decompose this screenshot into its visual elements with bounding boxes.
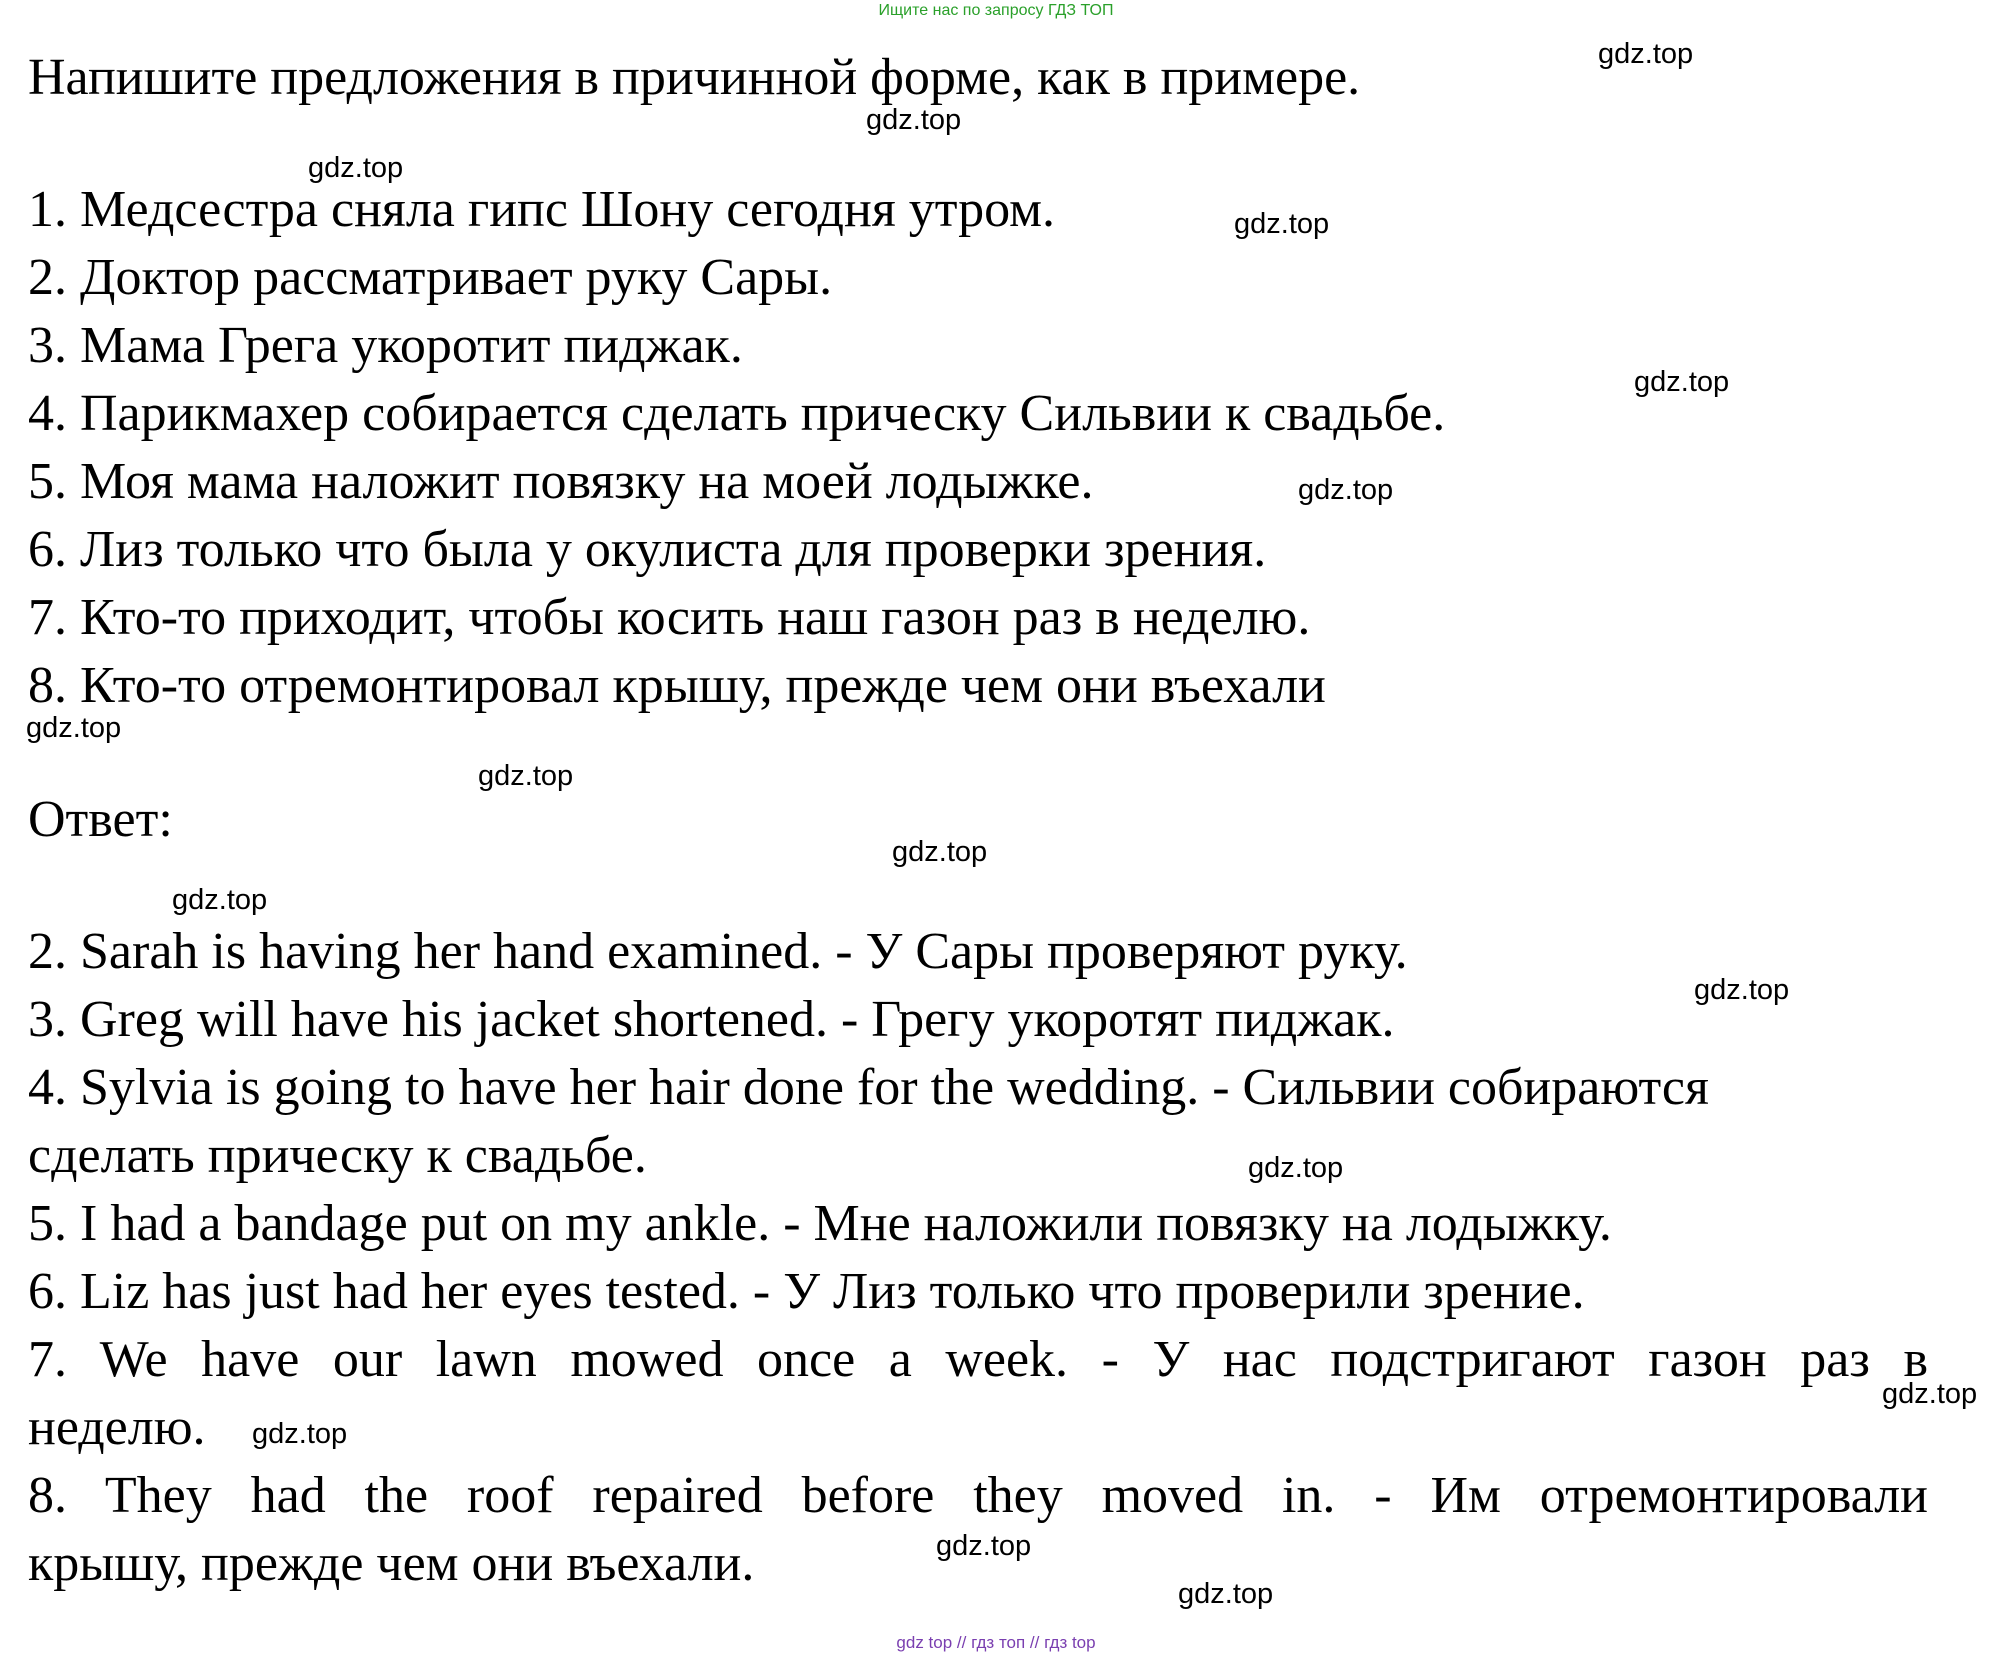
top-banner: Ищите нас по запросу ГДЗ ТОП [878, 2, 1114, 19]
answer-line: 2. Sarah is having her hand examined. - У Сары проверяют руку. [28, 923, 1408, 980]
task-item: 2. Доктор рассматривает руку Сары. [28, 249, 833, 306]
answer-line: 5. I had a bandage put on my ankle. - Мне наложили повязку на лодыжку. [28, 1195, 1612, 1252]
watermark: gdz.top [172, 884, 268, 916]
answer-line: крышу, прежде чем они въехали. [28, 1535, 755, 1592]
task-item: 3. Мама Грега укоротит пиджак. [28, 317, 743, 374]
watermark: gdz.top [1598, 38, 1694, 70]
answer-line: 6. Liz has just had her eyes tested. - У Лиз только что проверили зрение. [28, 1263, 1585, 1320]
watermark: gdz.top [892, 836, 988, 868]
watermark: gdz.top [1234, 208, 1330, 240]
watermark: gdz.top [866, 104, 962, 136]
watermark: gdz.top [1298, 474, 1394, 506]
task-item: 1. Медсестра сняла гипс Шону сегодня утром. [28, 181, 1056, 238]
answer-line: неделю. [28, 1399, 206, 1456]
task-title: Напишите предложения в причинной форме, как в примере. [28, 49, 1361, 106]
answer-line: сделать прическу к свадьбе. [28, 1127, 647, 1184]
watermark: gdz.top [252, 1418, 348, 1450]
watermark: gdz.top [936, 1530, 1032, 1562]
answer-line: 8. They had the roof repaired before they moved in. - Им отремонтировали [28, 1467, 1928, 1524]
watermark: gdz.top [1178, 1578, 1274, 1610]
answer-label: Ответ: [28, 791, 173, 848]
watermark: gdz.top [478, 760, 574, 792]
task-item: 7. Кто-то приходит, чтобы косить наш газон раз в неделю. [28, 589, 1311, 646]
watermark: gdz.top [1248, 1152, 1344, 1184]
answer-line: 4. Sylvia is going to have her hair done for the wedding. - Сильвии собираются [28, 1059, 1709, 1116]
answer-line: 7. We have our lawn mowed once a week. - У нас подстригают газон раз в [28, 1331, 1928, 1388]
task-item: 8. Кто-то отремонтировал крышу, прежде чем они въехали [28, 657, 1326, 714]
task-item: 4. Парикмахер собирается сделать прическу Сильвии к свадьбе. [28, 385, 1446, 442]
task-item: 6. Лиз только что была у окулиста для проверки зрения. [28, 521, 1267, 578]
watermark: gdz.top [1694, 974, 1790, 1006]
bottom-banner: gdz top // гдз топ // гдз top [896, 1633, 1096, 1652]
watermark: gdz.top [1634, 366, 1730, 398]
watermark: gdz.top [1882, 1378, 1978, 1410]
watermark: gdz.top [308, 152, 404, 184]
task-item: 5. Моя мама наложит повязку на моей лодыжке. [28, 453, 1094, 510]
answer-line: 3. Greg will have his jacket shortened. - Грегу укоротят пиджак. [28, 991, 1395, 1048]
watermark: gdz.top [26, 712, 122, 744]
